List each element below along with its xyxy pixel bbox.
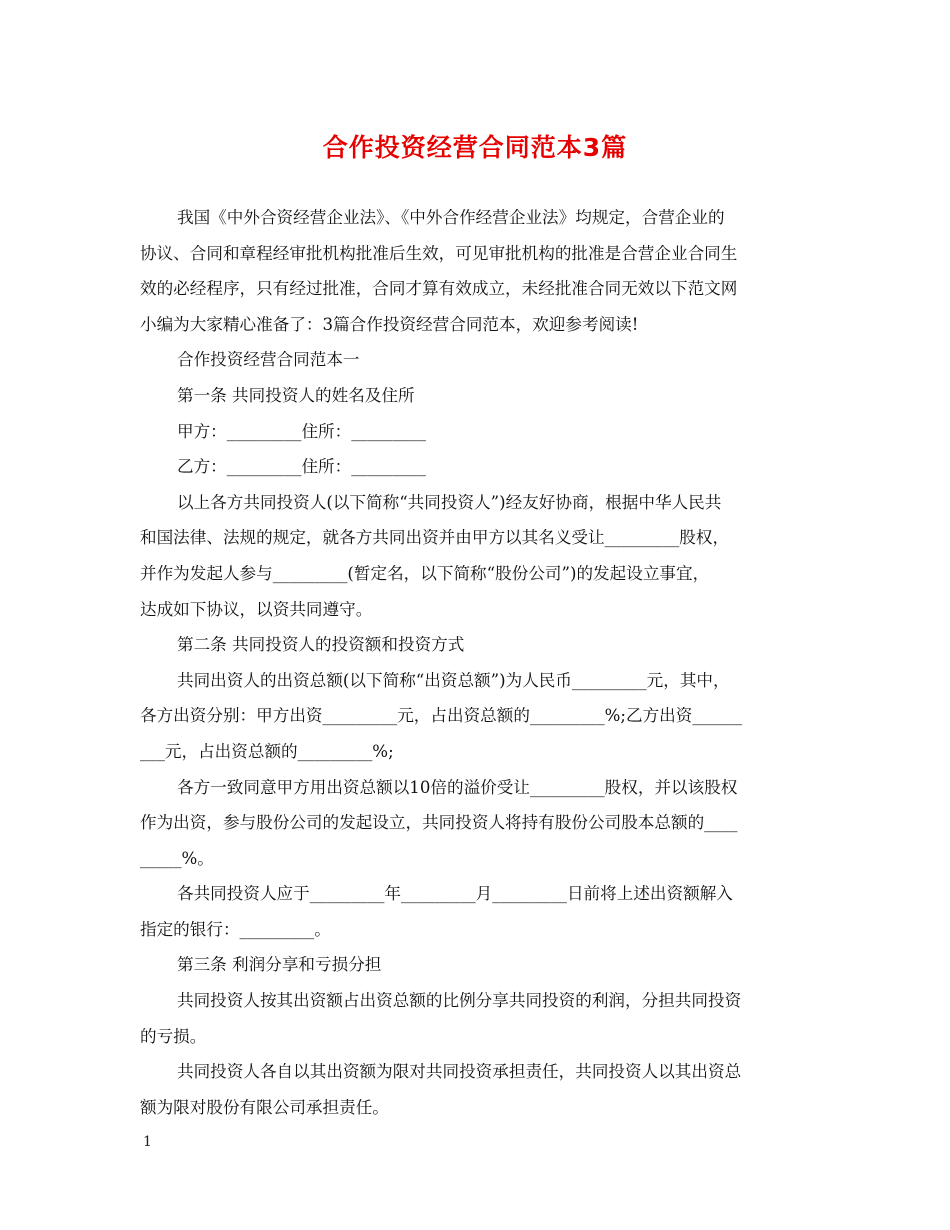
text-line: 第一条 共同投资人的姓名及住所 — [177, 385, 415, 405]
text-line: 额为限对股份有限公司承担责任。 — [140, 1097, 389, 1117]
text-line: 的亏损。 — [140, 1026, 207, 1046]
text-line: 和国法律、法规的规定，就各方共同出资并由甲方以其名义受让_________股权， — [140, 528, 730, 548]
text-line: 指定的银行：_________。 — [140, 919, 331, 939]
text-line: 乙方：_________住所：_________ — [177, 457, 426, 477]
text-line: 各方一致同意甲方用出资总额以10倍的溢价受让_________股权，并以该股权 — [177, 777, 738, 797]
text-line: 共同出资人的出资总额(以下简称“出资总额”)为人民币_________元，其中， — [177, 670, 730, 690]
text-line: 作为出资，参与股份公司的发起设立，共同投资人将持有股份公司股本总额的____ — [140, 813, 738, 833]
text-line: 各共同投资人应于_________年_________月_________日前将上述出资额解入 — [177, 884, 733, 904]
text-line: 达成如下协议，以资共同遵守。 — [140, 599, 373, 619]
text-line: 各方出资分别：甲方出资_________元，占出资总额的_________%;乙方出资______ — [140, 706, 743, 726]
document-body — [140, 200, 810, 1125]
text-line: 共同投资人各自以其出资额为限对共同投资承担责任，共同投资人以其出资总 — [177, 1062, 742, 1082]
text-line: 效的必经程序，只有经过批准，合同才算有效成立，未经批准合同无效以下范文网 — [140, 279, 738, 299]
text-line: 共同投资人按其出资额占出资总额的比例分享共同投资的利润，分担共同投资 — [177, 991, 742, 1011]
text-line: 并作为发起人参与_________(暂定名，以下简称“股份公司”)的发起设立事宜， — [140, 563, 710, 583]
text-line: ___元，占出资总额的_________%; — [140, 741, 394, 761]
document-title: 合作投资经营合同范本3篇 — [322, 133, 628, 162]
text-line: 甲方：_________住所：_________ — [177, 421, 426, 441]
text-line: 以上各方共同投资人(以下简称“共同投资人”)经友好协商，根据中华人民共 — [177, 492, 722, 512]
text-line: _____%。 — [140, 848, 214, 868]
text-line: 协议、合同和章程经审批机构批准后生效，可见审批机构的批准是合营企业合同生 — [140, 243, 738, 263]
text-line: 小编为大家精心准备了：3篇合作投资经营合同范本，欢迎参考阅读! — [140, 314, 639, 334]
text-line: 合作投资经营合同范本一 — [177, 350, 360, 370]
text-line: 我国《中外合资经营企业法》、《中外合作经营企业法》均规定，合营企业的 — [177, 208, 725, 227]
text-line: 第三条 利润分享和亏损分担 — [177, 955, 382, 975]
page-number: 1 — [143, 1134, 152, 1150]
text-line: 第二条 共同投资人的投资额和投资方式 — [177, 635, 465, 655]
